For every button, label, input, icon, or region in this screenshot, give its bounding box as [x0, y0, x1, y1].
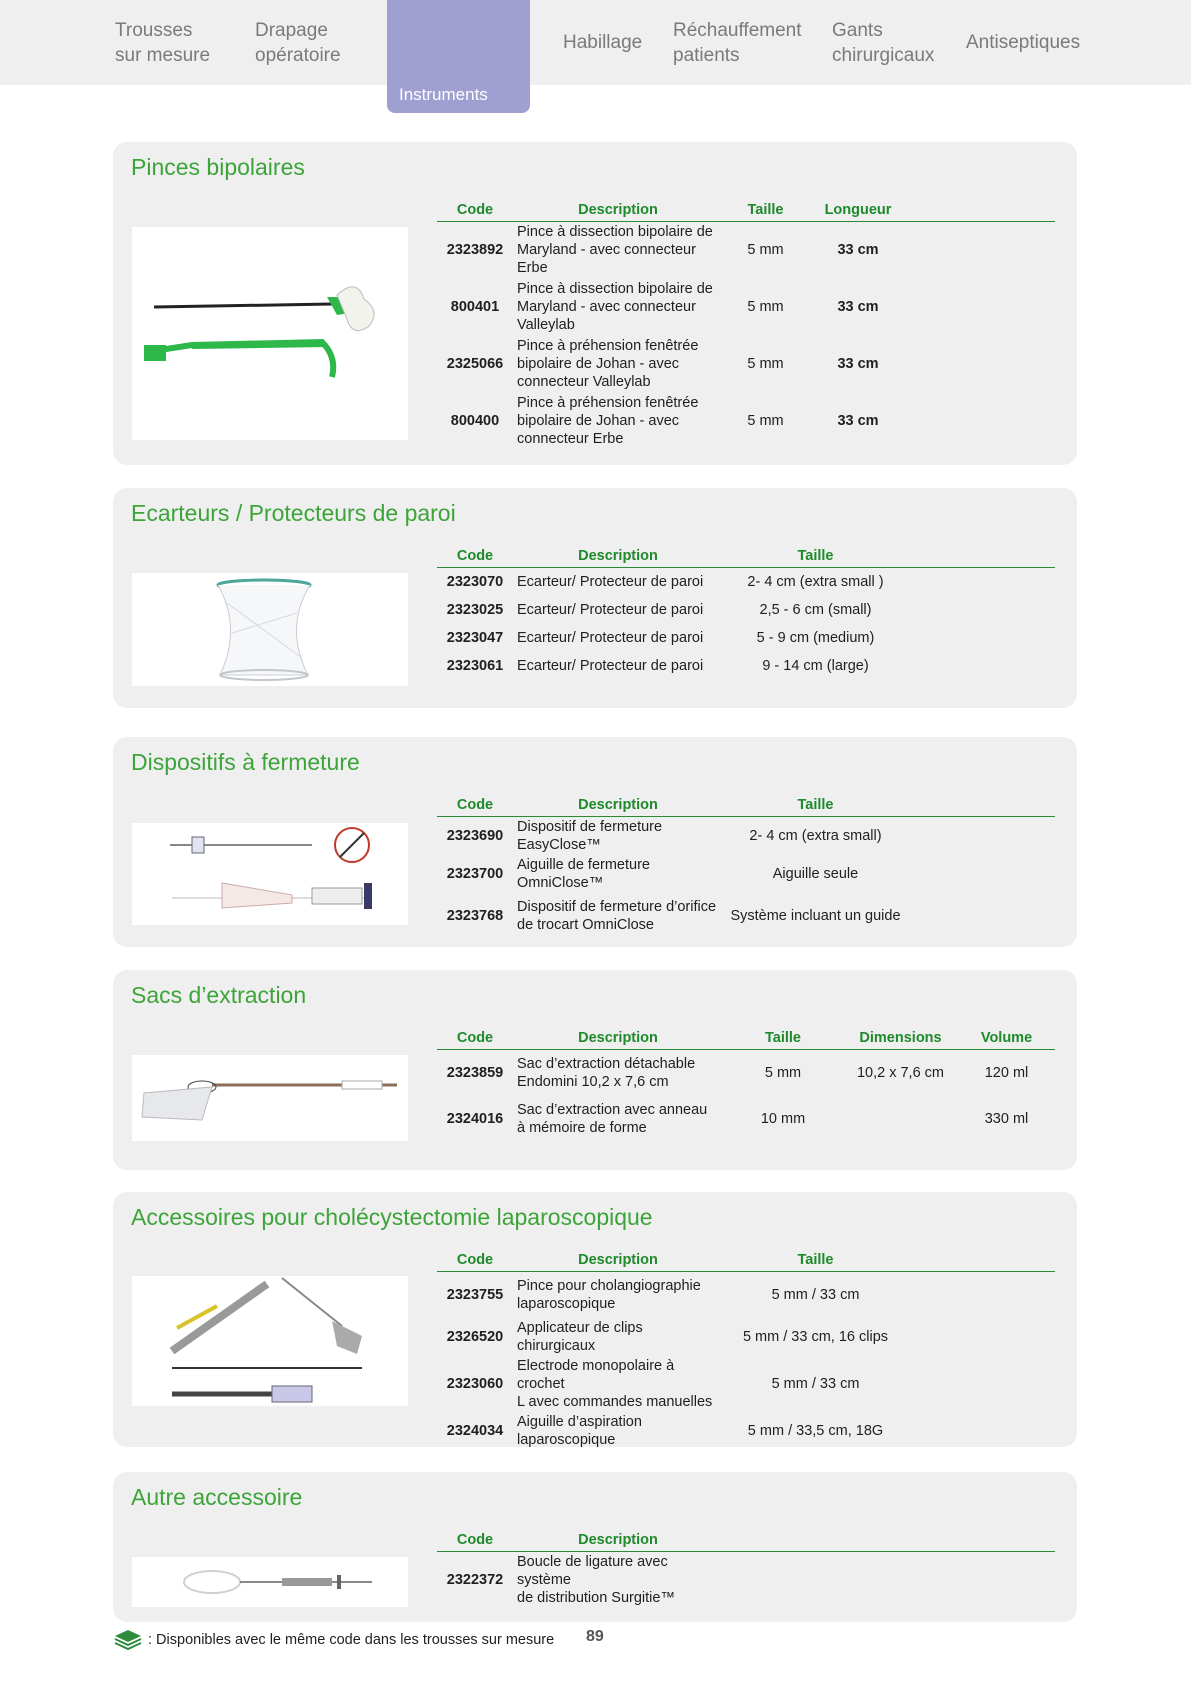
- wound-protector-image: [132, 573, 408, 686]
- cell-code: 2323690: [446, 828, 504, 844]
- col-header-longueur: Longueur: [808, 198, 908, 222]
- cell-code: 2323892: [446, 242, 504, 258]
- cell-dimensions: 10,2 x 7,6 cm: [856, 1064, 945, 1081]
- table-row: [437, 652, 1055, 680]
- table-row: [437, 278, 1055, 335]
- cell-longueur: 33 cm: [837, 242, 879, 258]
- table-row: [437, 1552, 1055, 1609]
- section-ecarteurs: [113, 488, 1077, 708]
- cell-description: Pince à préhension fenêtrée bipolaire de Johan - avec connecteur Erbe: [517, 394, 699, 447]
- col-header-description: Description: [513, 1026, 723, 1050]
- cell-description: Ecarteur/ Protecteur de paroi: [517, 629, 704, 646]
- col-header-code: Code: [437, 1528, 513, 1552]
- layers-icon: [113, 1628, 143, 1655]
- col-header-taille: Taille: [723, 198, 808, 222]
- cell-dimensions: [843, 1096, 958, 1142]
- tab-antiseptiques[interactable]: Antiseptiques: [966, 32, 1081, 53]
- cell-longueur: 33 cm: [837, 298, 879, 315]
- tab-habillage[interactable]: Habillage: [563, 32, 643, 53]
- cell-code: 2323061: [446, 657, 504, 674]
- ligature-loop-image: [132, 1557, 408, 1607]
- tab-trousses[interactable]: Trousses sur mesure: [115, 20, 211, 66]
- cell-taille: 9 - 14 cm (large): [762, 657, 869, 674]
- section-pinces-bipolaires: [113, 142, 1077, 465]
- cell-description: Aiguille d’aspiration laparoscopique: [517, 1413, 642, 1448]
- cell-description: Ecarteur/ Protecteur de paroi: [517, 601, 704, 618]
- col-header-description: Description: [513, 544, 723, 568]
- cell-code: 2323070: [446, 573, 504, 590]
- cell-code: 2323859: [446, 1064, 504, 1081]
- section-title: Accessoires pour cholécystectomie laparoscopique: [131, 1204, 653, 1230]
- extraction-bag-image: [132, 1055, 408, 1141]
- cell-taille: 5 mm: [747, 298, 784, 315]
- section-dispositifs-fermeture: [113, 737, 1077, 947]
- cell-volume: 330 ml: [984, 1110, 1029, 1127]
- col-header-taille: Taille: [723, 793, 908, 817]
- table-row: [437, 335, 1055, 392]
- col-header-taille: Taille: [723, 544, 908, 568]
- section-sacs-extraction: [113, 970, 1077, 1170]
- table-row: [437, 855, 1055, 893]
- cell-description: Pince pour cholangiographie laparoscopique: [517, 1277, 701, 1312]
- col-header-code: Code: [437, 1026, 513, 1050]
- table-row: [437, 817, 1055, 856]
- sacs-table: [437, 1026, 1055, 1142]
- cell-taille: 2,5 - 6 cm (small): [759, 601, 872, 618]
- accessoires-table: [437, 1248, 1055, 1450]
- section-title: Pinces bipolaires: [131, 154, 305, 180]
- cell-code: 2322372: [446, 1572, 504, 1588]
- table-row: [437, 1272, 1055, 1318]
- cell-code: 2326520: [446, 1328, 504, 1345]
- ecarteurs-table: [437, 544, 1055, 680]
- cell-taille: 5 mm / 33 cm: [771, 1375, 860, 1392]
- cell-description: Pince à préhension fenêtrée bipolaire de Johan - avec connecteur Valleylab: [517, 337, 699, 390]
- cell-code: 2323768: [446, 908, 504, 924]
- cell-taille: 5 mm / 33 cm: [771, 1286, 860, 1303]
- col-header-volume: Volume: [958, 1026, 1055, 1050]
- cell-volume: 120 ml: [984, 1064, 1029, 1081]
- footer-note: : Disponibles avec le même code dans les trousses sur mesure: [148, 1632, 555, 1648]
- table-row: [437, 222, 1055, 279]
- cell-code: 2323025: [446, 601, 504, 618]
- table-row: [437, 624, 1055, 652]
- section-title: Ecarteurs / Protecteurs de paroi: [131, 500, 456, 526]
- table-row: [437, 596, 1055, 624]
- tab-rechauffement[interactable]: Réchauffement patients: [673, 20, 802, 66]
- cell-code: 2323060: [446, 1375, 504, 1392]
- cell-description: Dispositif de fermeture EasyClose™: [517, 819, 663, 853]
- col-header-code: Code: [437, 544, 513, 568]
- cell-description: Boucle de ligature avec système de distribution Surgitie™: [517, 1554, 675, 1606]
- cell-taille: 5 mm: [747, 242, 784, 258]
- tab-instruments[interactable]: [387, 0, 530, 113]
- cell-description: Ecarteur/ Protecteur de paroi: [517, 657, 704, 674]
- cell-code: 800400: [450, 412, 500, 429]
- cell-taille: 5 mm: [764, 1064, 802, 1081]
- cell-description: Sac d’extraction avec anneau à mémoire de forme: [517, 1101, 708, 1136]
- pinces-table: [437, 198, 1055, 449]
- col-header-code: Code: [437, 1248, 513, 1272]
- col-header-description: Description: [513, 793, 723, 817]
- cell-taille: Aiguille seule: [772, 866, 859, 882]
- bipolar-forceps-image: [132, 227, 408, 440]
- cholecystectomy-accessories-image: [132, 1276, 408, 1406]
- cell-description: Aiguille de fermeture OmniClose™: [517, 857, 650, 891]
- section-title: Dispositifs à fermeture: [131, 749, 360, 775]
- col-header-code: Code: [437, 793, 513, 817]
- cell-code: 2323755: [446, 1286, 504, 1303]
- section-autre-accessoire: [113, 1472, 1077, 1622]
- autre-table: [437, 1528, 1055, 1608]
- cell-longueur: 33 cm: [837, 412, 879, 429]
- cell-taille: 5 - 9 cm (medium): [756, 629, 875, 646]
- tab-drapage[interactable]: Drapage opératoire: [255, 20, 341, 66]
- cell-taille: 5 mm / 33,5 cm, 18G: [747, 1422, 884, 1439]
- closure-devices-image: [132, 823, 408, 925]
- table-row: [437, 1050, 1055, 1096]
- table-row: [437, 1096, 1055, 1142]
- table-row: [437, 1356, 1055, 1412]
- section-title: Sacs d’extraction: [131, 982, 307, 1008]
- cell-description: Electrode monopolaire à crochet L avec commandes manuelles: [517, 1357, 713, 1410]
- fermeture-table: [437, 793, 1055, 939]
- cell-description: Sac d’extraction détachable Endomini 10,2 x 7,6 cm: [517, 1055, 696, 1090]
- cell-description: Dispositif de fermeture d’orifice de trocart OmniClose: [517, 899, 717, 933]
- cell-description: Pince à dissection bipolaire de Maryland - avec connecteur Erbe: [517, 224, 713, 276]
- col-header-taille: Taille: [723, 1248, 908, 1272]
- cell-code: 800401: [450, 298, 500, 315]
- cell-taille: 5 mm: [747, 412, 784, 429]
- section-title: Autre accessoire: [131, 1484, 303, 1510]
- table-row: [437, 1318, 1055, 1356]
- table-row: [437, 1412, 1055, 1450]
- col-header-code: Code: [437, 198, 513, 222]
- cell-taille: 2- 4 cm (extra small): [749, 828, 882, 844]
- cell-description: Applicateur de clips chirurgicaux: [517, 1319, 643, 1354]
- cell-taille: 5 mm / 33 cm, 16 clips: [742, 1328, 889, 1345]
- cell-code: 2323700: [446, 866, 504, 882]
- page-number: 89: [586, 1628, 604, 1645]
- cell-taille: 5 mm: [747, 355, 784, 372]
- cell-code: 2323047: [446, 629, 504, 646]
- cell-code: 2324034: [446, 1422, 504, 1439]
- table-row: [437, 568, 1055, 596]
- col-header-description: Description: [513, 198, 723, 222]
- tab-gants[interactable]: Gants chirurgicaux: [832, 20, 935, 66]
- table-row: [437, 893, 1055, 939]
- col-header-description: Description: [513, 1248, 723, 1272]
- cell-code: 2325066: [446, 355, 504, 372]
- cell-description: Ecarteur/ Protecteur de paroi: [517, 573, 704, 590]
- col-header-description: Description: [513, 1528, 723, 1552]
- cell-taille: 10 mm: [760, 1110, 806, 1127]
- cell-taille: Système incluant un guide: [730, 908, 901, 924]
- col-header-dimensions: Dimensions: [843, 1026, 958, 1050]
- tab-instruments-label: Instruments: [399, 85, 488, 104]
- cell-code: 2324016: [446, 1110, 504, 1127]
- col-header-taille: Taille: [723, 1026, 843, 1050]
- cell-description: Pince à dissection bipolaire de Maryland - avec connecteur Valleylab: [517, 280, 713, 333]
- cell-longueur: 33 cm: [837, 355, 879, 372]
- cell-taille: 2- 4 cm (extra small ): [747, 573, 884, 590]
- section-accessoires-cholecystectomie: [113, 1192, 1077, 1447]
- table-row: [437, 392, 1055, 449]
